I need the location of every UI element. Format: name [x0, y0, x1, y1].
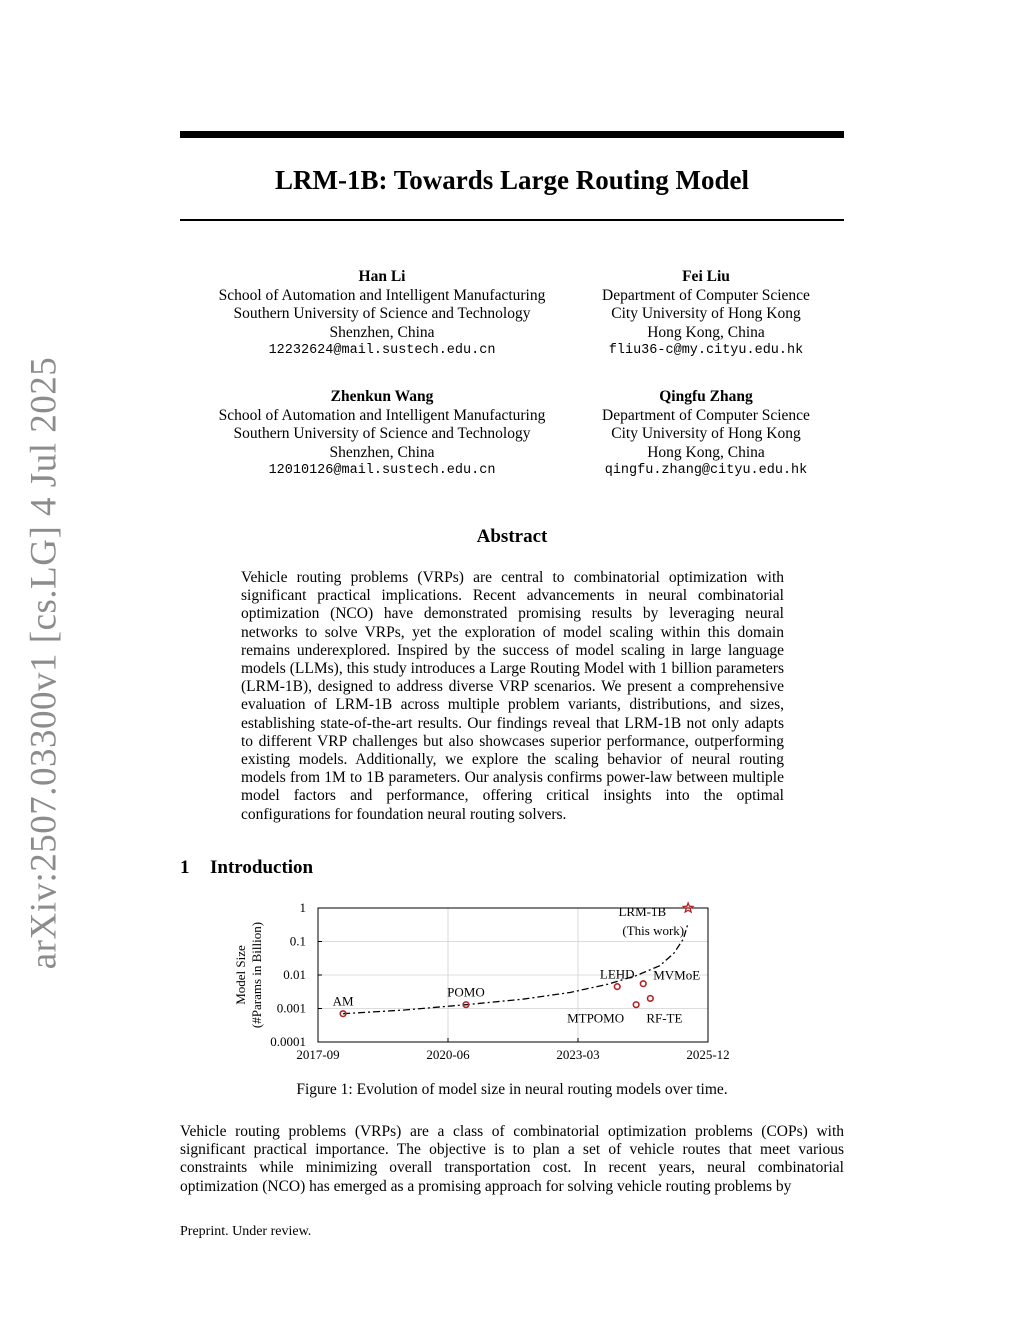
author-name: Han Li [358, 268, 406, 285]
arxiv-identifier: arXiv:2507.03300v1 [cs.LG] 4 Jul 2025 [23, 356, 65, 970]
section-heading [180, 857, 313, 879]
author-email: 12010126@mail.sustech.edu.cn [268, 463, 496, 478]
author-affiliation: Shenzhen, China [329, 443, 435, 461]
data-point [648, 996, 654, 1002]
data-point-label: AM [332, 993, 354, 1009]
author-affiliation: City University of Hong Kong [611, 425, 801, 442]
data-point [614, 984, 620, 990]
author-name: Fei Liu [682, 268, 730, 285]
author-affiliation: Hong Kong, China [647, 323, 765, 341]
data-point-label: LRM-1B [618, 904, 667, 919]
author-email: qingfu.zhang@cityu.edu.hk [604, 463, 808, 478]
y-tick-label: 1 [299, 900, 306, 915]
author-email: fliu36-c@my.cityu.edu.hk [608, 343, 804, 358]
intro-paragraph: Vehicle routing problems (VRPs) are a class of combinatorial optimization problems (COPs) with significant practical importance. The objective is to plan a set of vehicle routes that meet various constraints while minimizing overall transportation cost. In recent years, neural combinatorial optimization (NCO) has emerged as a promising approach for solving vehicle routing problems by [180, 1123, 844, 1195]
author-name: Zhenkun Wang [330, 388, 434, 405]
data-point [633, 1002, 639, 1008]
section-title: Introduction [210, 857, 314, 878]
paper-title: LRM-1B: Towards Large Routing Model [274, 165, 750, 195]
data-point [640, 981, 646, 987]
author-affiliation: School of Automation and Intelligent Manufacturing [218, 286, 546, 304]
x-tick-label: 2017-09 [296, 1047, 340, 1062]
data-point-label: RF-TE [646, 1010, 683, 1026]
y-tick-label: 0.1 [289, 933, 306, 949]
author-block [182, 268, 582, 361]
footer-note: Preprint. Under review. [180, 1224, 312, 1239]
data-point-label: POMO [447, 984, 485, 1000]
y-tick-label: 0.01 [283, 967, 306, 982]
y-axis-label: Model Size [233, 945, 248, 1005]
x-tick-label: 2020-06 [426, 1047, 470, 1062]
author-block [582, 268, 830, 361]
figure-caption: Figure 1: Evolution of model size in neural routing models over time. [296, 1081, 728, 1098]
y-tick-label: 0.0001 [270, 1034, 306, 1049]
abstract-heading: Abstract [476, 526, 548, 547]
section-number: 1 [180, 857, 190, 878]
author-affiliation: School of Automation and Intelligent Manufacturing [218, 406, 546, 424]
author-affiliation: City University of Hong Kong [611, 305, 801, 322]
author-affiliation: Shenzhen, China [329, 323, 435, 341]
title-top-rule [180, 131, 844, 138]
x-tick-label: 2023-03 [556, 1047, 600, 1062]
y-tick-label: 0.001 [276, 1000, 306, 1016]
y-axis-label: (#Params in Billion) [249, 921, 264, 1029]
abstract-text: Vehicle routing problems (VRPs) are central to combinatorial optimization with significant practical implications. Recent advancements in neural combinatorial optimization (NCO) have demonstrated promising results by leveraging neural networks to solve VRPs, yet the exploration of model scaling within this domain remains underexplored. Inspired by the success of model scaling in large language models (LLMs), this study introduces a Large Routing Model with 1 billion parameters (LRM-1B), designed to address diverse VRP scenarios. We present a comprehensive evaluation of LRM-1B across multiple problem variants, distributions, and sizes, establishing state-of-the-art results. Our findings reveal that LRM-1B not only adapts to different VRP challenges but also showcases superior performance, outperforming existing models. Additionally, we explore the scaling behavior of neural routing models from 1M to 1B parameters. Our analysis confirms power-law between multiple model factors and performance, offering critical insights into the optimal configurations for foundation neural routing solvers. [241, 569, 784, 823]
data-point-label: (This work) [622, 923, 685, 938]
author-name: Qingfu Zhang [659, 388, 753, 405]
title-bottom-rule [180, 219, 844, 221]
author-affiliation: Hong Kong, China [647, 443, 765, 461]
x-tick-label: 2025-12 [686, 1047, 730, 1062]
author-affiliation: Southern University of Science and Technology [233, 425, 531, 442]
data-point-label: LEHD [599, 966, 635, 982]
author-affiliation: Department of Computer Science [602, 406, 810, 424]
author-affiliation: Southern University of Science and Technology [233, 305, 531, 322]
author-affiliation: Department of Computer Science [602, 286, 810, 304]
author-email: 12232624@mail.sustech.edu.cn [268, 343, 496, 358]
data-point-label: MVMoE [653, 967, 701, 983]
data-point-label: MTPOMO [567, 1010, 625, 1026]
author-block [582, 388, 830, 481]
author-block [182, 388, 582, 481]
model-size-chart [228, 900, 748, 1070]
